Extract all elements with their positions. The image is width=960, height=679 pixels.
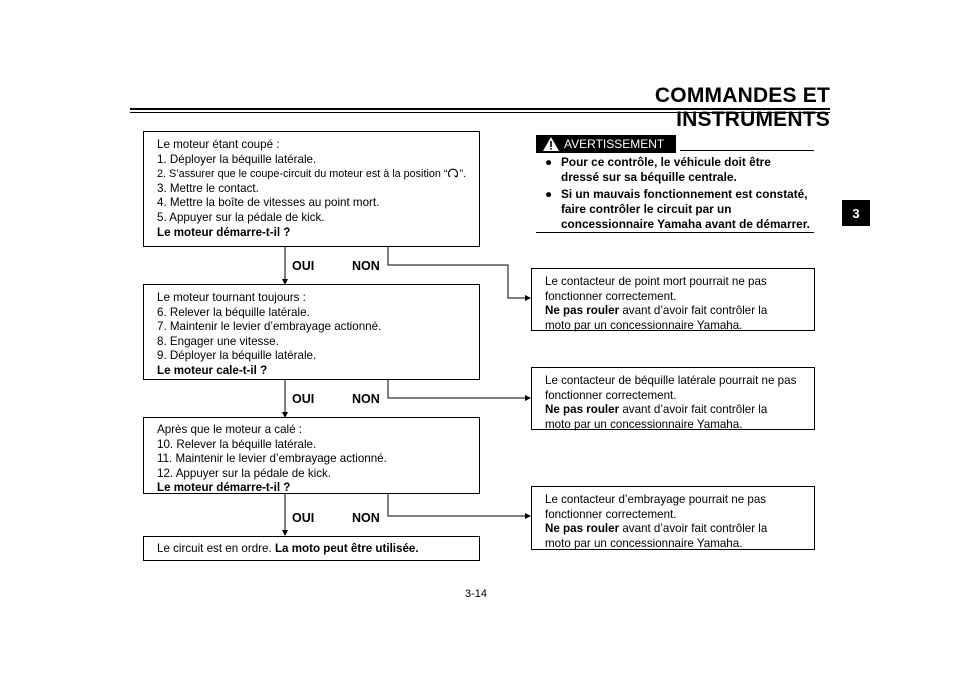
result-box-3 (531, 486, 815, 550)
warning-item (545, 155, 815, 185)
step3-line: Après que le moteur a calé : (157, 423, 303, 436)
step3-question: Le moteur démarre-t-il ? (157, 481, 291, 495)
step2-line: 6. Relever la béquille latérale. (157, 305, 310, 319)
step1-line: 3. Mettre le contact. (157, 181, 259, 195)
warning-item (545, 187, 815, 232)
result-line (545, 522, 814, 537)
no-arrow-3 (388, 494, 530, 516)
no-arrow-2 (388, 380, 530, 398)
result-line: Le contacteur de béquille latérale pourrait ne pas (545, 374, 797, 387)
warning-label (536, 135, 676, 153)
warning-list (545, 155, 815, 234)
warning-item-line: faire contrôler le circuit par un (561, 202, 732, 216)
no-label-2: NON (352, 392, 380, 406)
step1-line: Le moteur étant coupé : (157, 138, 280, 151)
bullet-icon: ● (545, 155, 553, 169)
warning-item-line: Si un mauvais fonctionnement est constaté, (561, 187, 808, 201)
result-line: fonctionner correctement. (545, 388, 677, 402)
yes-label-2: OUI (292, 392, 315, 406)
chapter-tab: 3 (842, 200, 870, 226)
no-label-3: NON (352, 511, 380, 525)
step3-line: 12. Appuyer sur la pédale de kick. (157, 466, 332, 480)
result-bold: Ne pas rouler (545, 304, 620, 318)
warning-item-line: Pour ce contrôle, le véhicule doit être (561, 155, 771, 169)
step2-line: 7. Maintenir le levier d’embrayage actionné. (157, 320, 382, 334)
result-line: fonctionner correctement. (545, 507, 677, 521)
result-line (545, 304, 814, 319)
result-line (545, 403, 814, 418)
result-line: moto par un concessionnaire Yamaha. (545, 536, 743, 550)
result-line: Le contacteur de point mort pourrait ne pas (545, 275, 767, 288)
no-label-1: NON (352, 259, 380, 273)
step1-line (157, 167, 479, 182)
step1-line-text: 2. S’assurer que le coupe-circuit du moteur est à la position “ (157, 168, 448, 181)
step1-line-suffix: ”. (459, 168, 467, 181)
step3-line: 10. Relever la béquille latérale. (157, 437, 317, 451)
result-box-2 (531, 367, 815, 430)
step1-line: 4. Mettre la boîte de vitesses au point mort. (157, 196, 380, 210)
result-bold: Ne pas rouler (545, 522, 620, 536)
step2-question: Le moteur cale-t-il ? (157, 363, 268, 377)
step1-question: Le moteur démarre-t-il ? (157, 225, 291, 239)
step-box-1 (143, 131, 480, 247)
step1-line: 1. Déployer la béquille latérale. (157, 152, 317, 166)
warning-label-text: AVERTISSEMENT (564, 137, 665, 151)
step2-line: 9. Déployer la béquille latérale. (157, 349, 317, 363)
step1-line: 5. Appuyer sur la pédale de kick. (157, 210, 325, 224)
step2-line: Le moteur tournant toujours : (157, 291, 306, 304)
bullet-icon: ● (545, 187, 553, 201)
result-rest: avant d’avoir fait contrôler la (619, 522, 768, 536)
result-line: moto par un concessionnaire Yamaha. (545, 318, 743, 332)
warning-item-line: dressé sur sa béquille centrale. (561, 170, 737, 184)
yes-label-1: OUI (292, 259, 315, 273)
result-rest: avant d’avoir fait contrôler la (619, 304, 768, 318)
page-number: 3-14 (465, 588, 488, 600)
result-line: moto par un concessionnaire Yamaha. (545, 417, 743, 431)
warning-rule (680, 150, 814, 151)
warning-bottom-rule (536, 232, 814, 233)
result-box-1 (531, 268, 815, 331)
final-text (157, 542, 479, 557)
result-line: fonctionner correctement. (545, 289, 677, 303)
step2-line: 8. Engager une vitesse. (157, 334, 279, 348)
page-title: COMMANDES ET INSTRUMENTS (654, 84, 830, 131)
result-line: Le contacteur d’embrayage pourrait ne pas (545, 493, 767, 506)
result-rest: avant d’avoir fait contrôler la (619, 403, 768, 417)
final-box (143, 536, 480, 561)
step3-line: 11. Maintenir le levier d’embrayage actionné. (157, 452, 387, 466)
result-bold: Ne pas rouler (545, 403, 620, 417)
final-text-plain: Le circuit est en ordre. (157, 542, 275, 555)
engine-stop-run-icon (447, 167, 459, 178)
final-text-bold: La moto peut être utilisée. (274, 542, 419, 555)
step-box-3 (143, 417, 480, 494)
yes-label-3: OUI (292, 511, 315, 525)
warning-item-line: concessionnaire Yamaha avant de démarrer. (561, 217, 810, 231)
step-box-2 (143, 284, 480, 380)
warning-icon (542, 136, 560, 152)
